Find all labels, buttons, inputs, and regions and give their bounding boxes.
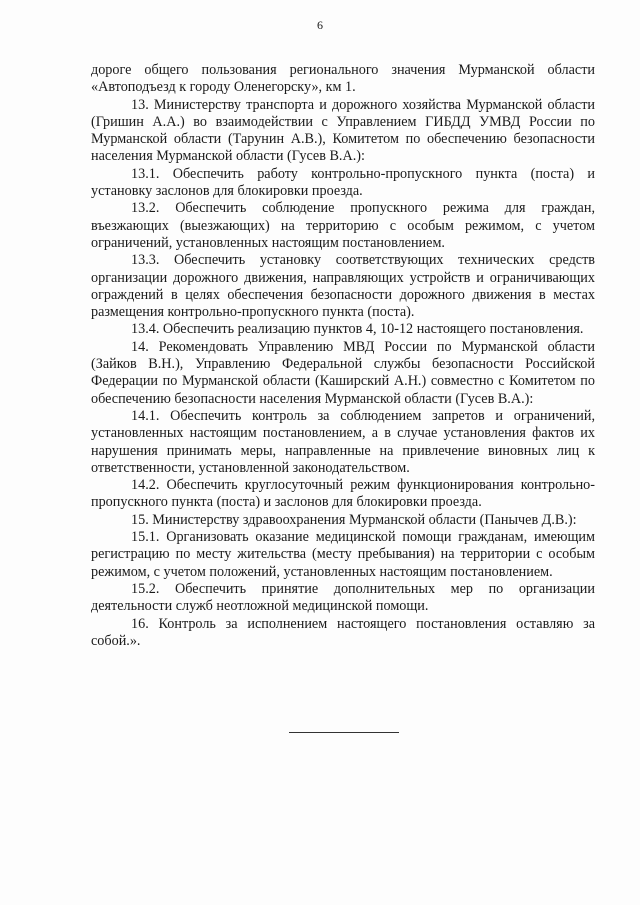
paragraph-15-1: 15.1. Организовать оказание медицинской помощи гражданам, имеющим регистрацию по месту жительства (месту пребывания) на территории с особым режимом, с учетом положений, установленных настоящим постановлением.: [91, 529, 595, 580]
paragraph-13-4: 13.4. Обеспечить реализацию пунктов 4, 10-12 настоящего постановления.: [131, 321, 584, 338]
paragraph-15: 15. Министерству здравоохранения Мурманской области (Панычев Д.В.):: [131, 511, 577, 528]
document-body: [91, 62, 595, 650]
paragraph-13-1: 13.1. Обеспечить работу контрольно-пропускного пункта (поста) и установку заслонов для блокировки проезда.: [91, 165, 595, 200]
paragraph-14-1: 14.1. Обеспечить контроль за соблюдением запретов и ограничений, установленных настоящим постановлением, а в случае установления фактов их нарушения принимать меры, направленные на привлечение виновных лиц к ответственности, установленной законодательством.: [91, 407, 595, 476]
paragraph-continuation: дороге общего пользования регионального значения Мурманской области «Автоподъезд к городу Оленегорску», км 1.: [91, 62, 595, 96]
paragraph-13-2: 13.2. Обеспечить соблюдение пропускного режима для граждан, въезжающих (выезжающих) на территорию с особым режимом, с учетом ограничений, установленных настоящим постановлением.: [91, 200, 595, 251]
paragraph-14: 14. Рекомендовать Управлению МВД России по Мурманской области (Зайков В.Н.), Управлению Федеральной службы безопасности Российской Федерации по Мурманской области (Каширский А.Н.) совместно с Комитетом по обеспечению безопасности населения Мурманской области (Гусев В.А.):: [91, 338, 595, 407]
paragraph-16: 16. Контроль за исполнением настоящего постановления оставляю за собой.».: [91, 615, 595, 649]
closing-divider-line: [289, 732, 399, 733]
page-number: 6: [317, 18, 323, 32]
paragraph-15-2: 15.2. Обеспечить принятие дополнительных мер по организации деятельности служб неотложной медицинской помощи.: [91, 580, 595, 615]
paragraph-13-3: 13.3. Обеспечить установку соответствующих технических средств организации дорожного движения, направляющих устройств и ограничивающих ограждений в целях обеспечения безопасности дорожного движения в местах размещения контрольно-пропускного пункта (поста).: [91, 252, 595, 321]
paragraph-14-2: 14.2. Обеспечить круглосуточный режим функционирования контрольно-пропускного пункта (поста) и заслонов для блокировки проезда.: [91, 477, 595, 511]
paragraph-13: 13. Министерству транспорта и дорожного хозяйства Мурманской области (Гришин А.А.) во взаимодействии с Управлением ГИБДД УМВД России по Мурманской области (Тарунин А.В.), Комитетом по обеспечению безопасности населения Мурманской области (Гусев В.А.):: [91, 96, 595, 165]
